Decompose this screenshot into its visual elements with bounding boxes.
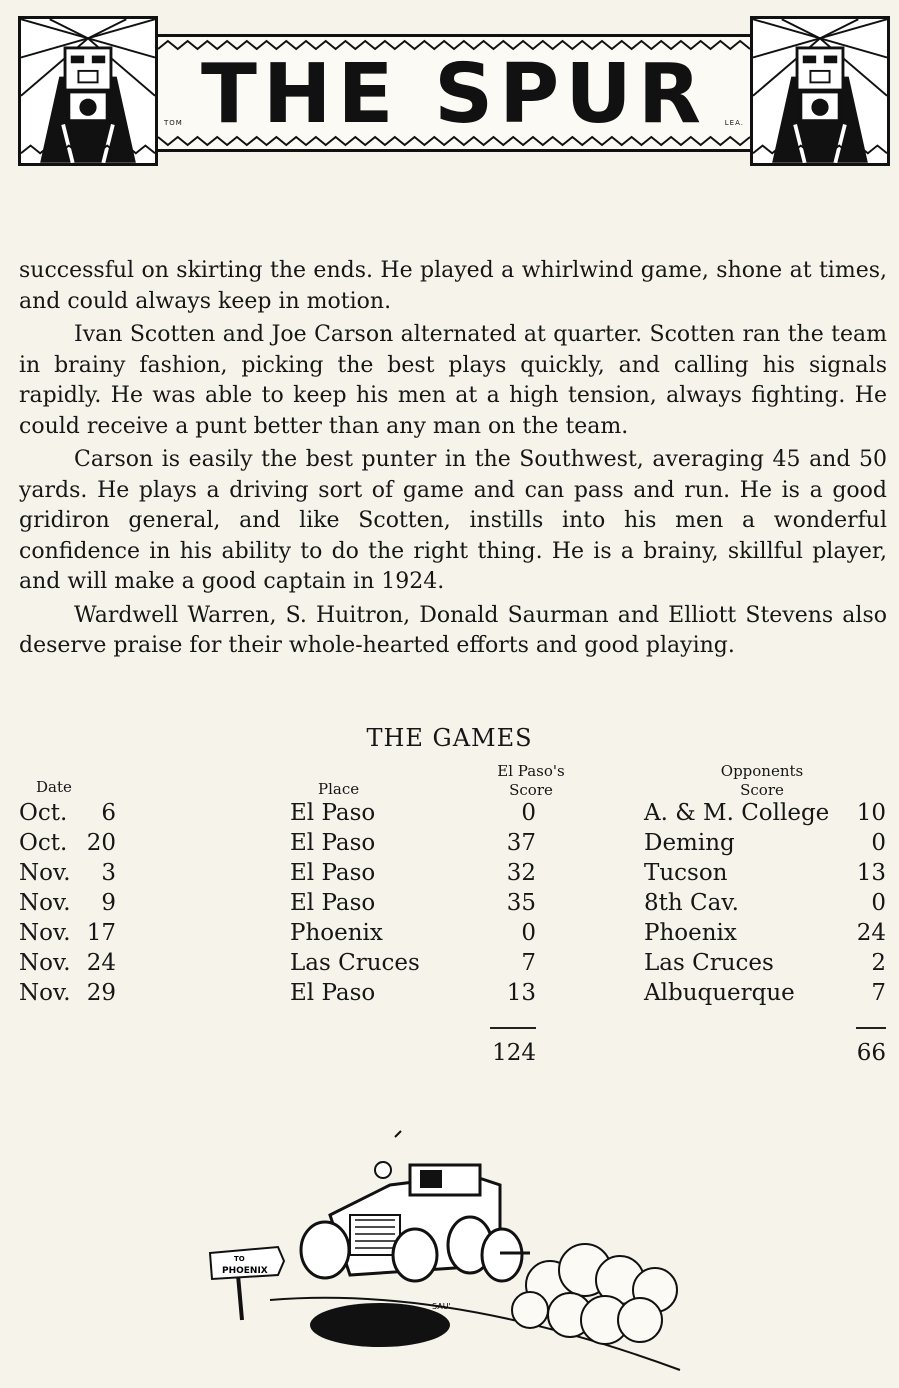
- game-day: 3: [101, 860, 116, 886]
- opponent-score: 0: [871, 830, 886, 856]
- elpaso-total-rule: [490, 1027, 536, 1029]
- table-row: [0, 948, 899, 978]
- game-month: Oct.: [19, 800, 68, 826]
- opponent-name: 8th Cav.: [644, 890, 739, 916]
- table-row: [0, 978, 899, 1008]
- paragraph-3: Carson is easily the best punter in the Southwest, averaging 45 and 50 yards. He plays a driving sort of game and can pass and run. He is a good gridiron general, and like Scotten, instills into his men a wonderful confidence in his ability to do the right thing. He is a brainy, skillful player, and will make a good captain in 1924.: [19, 447, 887, 594]
- masthead-title: THE SPUR: [200, 47, 707, 142]
- paragraph-4: Wardwell Warren, S. Huitron, Donald Saurman and Elliott Stevens also deserve praise for their whole-hearted efforts and good playing.: [19, 602, 887, 658]
- game-place: El Paso: [290, 890, 376, 916]
- opponent-name: Deming: [644, 830, 735, 856]
- opponent-name: Las Cruces: [644, 950, 774, 976]
- opponents-total: 66: [856, 1040, 886, 1066]
- opponent-name: A. & M. College: [644, 800, 830, 826]
- game-month: Nov.: [19, 980, 71, 1006]
- table-row: [0, 858, 899, 888]
- opponents-total-rule: [856, 1027, 886, 1029]
- totem-figure-left-illustration: [18, 16, 158, 166]
- game-place: Phoenix: [290, 920, 383, 946]
- game-place: El Paso: [290, 980, 376, 1006]
- elpaso-score: 32: [506, 860, 536, 886]
- game-place: El Paso: [290, 860, 376, 886]
- game-month: Nov.: [19, 950, 71, 976]
- opponent-score: 7: [871, 980, 886, 1006]
- header-opp-line1: Opponents: [720, 762, 804, 780]
- elpaso-score: 0: [521, 800, 536, 826]
- game-month: Nov.: [19, 920, 71, 946]
- table-row: [0, 798, 899, 828]
- banner-bottom-trim: [158, 135, 750, 147]
- sign-text-line2: PHOENIX: [222, 1266, 268, 1276]
- jalopy-cartoon-illustration: [200, 1125, 700, 1375]
- opponent-score: 10: [856, 800, 886, 826]
- header-elpaso-score: [486, 762, 576, 800]
- header-opp-line2: Score: [740, 781, 784, 799]
- games-table-title: THE GAMES: [366, 724, 533, 752]
- elpaso-score: 13: [506, 980, 536, 1006]
- opponent-name: Albuquerque: [644, 980, 795, 1006]
- table-row: [0, 888, 899, 918]
- opponent-score: 24: [856, 920, 886, 946]
- header-elpaso-line1: El Paso's: [497, 762, 565, 780]
- artist-signature-left: TOM: [164, 119, 183, 127]
- sign-text-line1: TO: [234, 1255, 245, 1263]
- header-date: Date: [36, 778, 72, 796]
- table-row: [0, 918, 899, 948]
- game-day: 20: [86, 830, 116, 856]
- header-place: Place: [318, 780, 360, 798]
- opponent-score: 0: [871, 890, 886, 916]
- game-month: Nov.: [19, 860, 71, 886]
- opponent-score: 2: [871, 950, 886, 976]
- article-body: [19, 256, 887, 665]
- game-month: Nov.: [19, 890, 71, 916]
- elpaso-score: 37: [506, 830, 536, 856]
- game-place: El Paso: [290, 830, 376, 856]
- paragraph-1: successful on skirting the ends. He played a whirlwind game, shone at times, and could always keep in motion.: [19, 258, 887, 314]
- game-day: 29: [86, 980, 116, 1006]
- header-opponents-score: [712, 762, 812, 800]
- elpaso-score: 35: [506, 890, 536, 916]
- game-day: 9: [101, 890, 116, 916]
- game-day: 17: [86, 920, 116, 946]
- title-banner: [158, 34, 750, 152]
- artist-signature-right: LEA.: [724, 119, 744, 127]
- game-month: Oct.: [19, 830, 68, 856]
- game-day: 6: [101, 800, 116, 826]
- elpaso-score: 0: [521, 920, 536, 946]
- masthead: [18, 16, 890, 168]
- cartoonist-signature: SAU': [432, 1302, 451, 1311]
- header-elpaso-line2: Score: [509, 781, 553, 799]
- game-place: Las Cruces: [290, 950, 420, 976]
- totem-figure-right-illustration: [750, 16, 890, 166]
- game-place: El Paso: [290, 800, 376, 826]
- opponent-score: 13: [856, 860, 886, 886]
- paragraph-2: Ivan Scotten and Joe Carson alternated at quarter. Scotten ran the team in brainy fashion, picking the best plays quickly, and calling his signals rapidly. He was able to keep his men at a high tension, always fighting. He could receive a punt better than any man on the team.: [19, 322, 887, 439]
- table-row: [0, 828, 899, 858]
- elpaso-score: 7: [521, 950, 536, 976]
- opponent-name: Tucson: [644, 860, 728, 886]
- opponent-name: Phoenix: [644, 920, 737, 946]
- game-day: 24: [86, 950, 116, 976]
- elpaso-total: 124: [492, 1040, 536, 1066]
